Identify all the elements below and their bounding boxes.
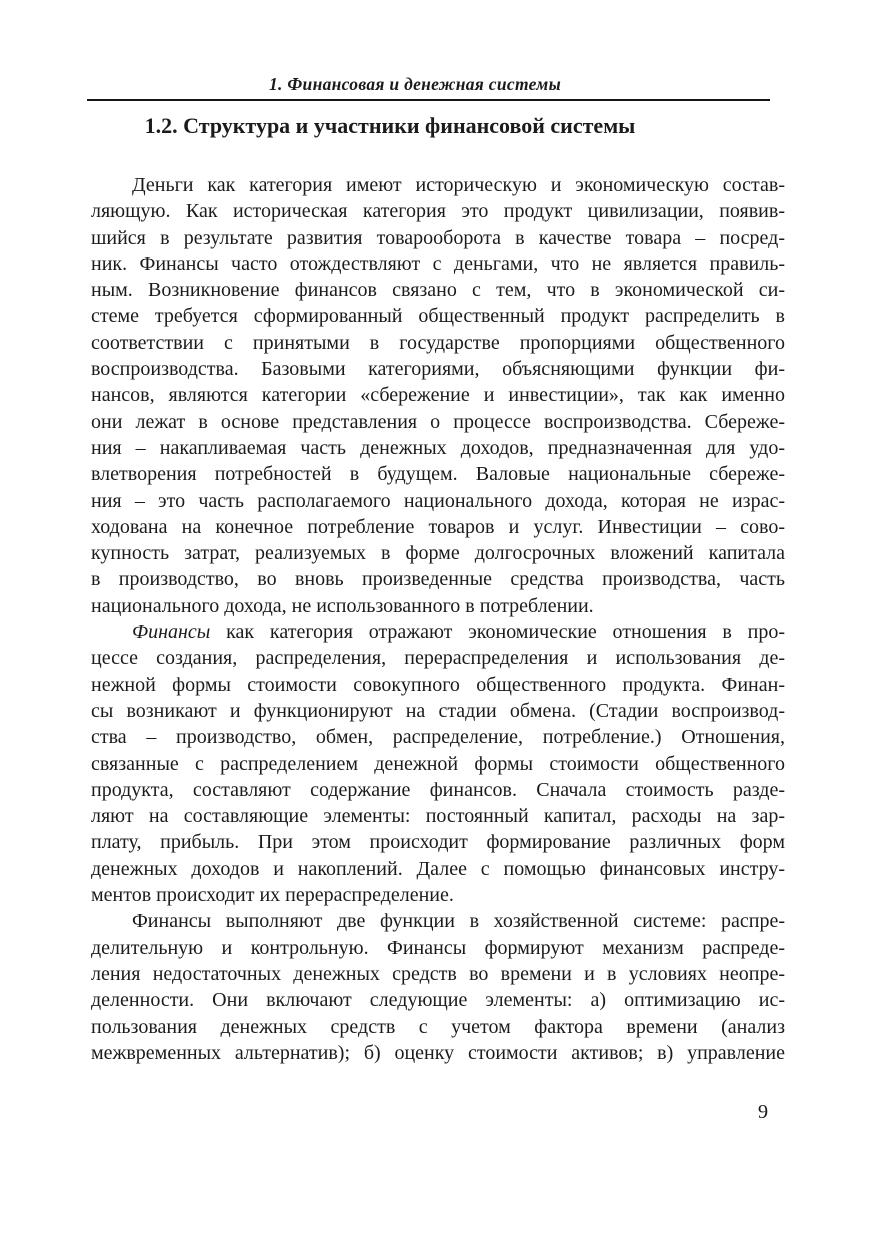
running-header: 1. Финансовая и денежная системы bbox=[268, 74, 562, 94]
text-line: национального дохода, не использованного в потреблении. bbox=[91, 594, 594, 617]
text-line: пользования денежных средств с учетом фактора времени (анализ bbox=[91, 1015, 785, 1038]
paragraph bbox=[91, 172, 785, 619]
text-line: ляющую. Как историческая категория это продукт цивилизации, появив- bbox=[91, 200, 785, 223]
text-line: цессе создания, распределения, перераспределения и использования де- bbox=[91, 647, 785, 670]
text-line: ляют на составляющие элементы: постоянный капитал, расходы на зар- bbox=[91, 805, 785, 828]
text-line: нансов, являются категории «сбережение и инвестиции», так как именно bbox=[91, 384, 785, 407]
text-line: стеме требуется сформированный общественный продукт распределить в bbox=[91, 305, 785, 328]
text-line: ным. Возникновение финансов связано с тем, что в экономической си- bbox=[91, 279, 785, 302]
header-rule bbox=[87, 99, 770, 101]
italic-term: Финансы bbox=[132, 621, 211, 644]
body-text bbox=[91, 172, 785, 1066]
paragraph bbox=[91, 619, 785, 908]
text-line: Деньги как категория имеют историческую и экономическую состав- bbox=[132, 174, 785, 196]
text-line: ния – накапливаемая часть денежных доходов, предназначенная для удо- bbox=[91, 436, 785, 459]
text-line: деленности. Они включают следующие элементы: а) оптимизацию ис- bbox=[91, 989, 785, 1012]
text-line: ходована на конечное потребление товаров и услуг. Инвестиции – сово- bbox=[91, 515, 785, 538]
text-line: нежной формы стоимости совокупного общественного продукта. Финан- bbox=[91, 673, 785, 696]
section-heading: 1.2. Структура и участники финансовой системы bbox=[144, 113, 636, 138]
page-number: 9 bbox=[757, 1101, 769, 1123]
text-line: влетворения потребностей в будущем. Валовые национальные сбереже- bbox=[91, 463, 785, 486]
text-line: ник. Финансы часто отождествляют с деньгами, что не является правиль- bbox=[91, 252, 785, 275]
text-line: ства – производство, обмен, распределение, потребление.) Отношения, bbox=[91, 726, 785, 749]
text-line: соответствии с принятыми в государстве пропорциями общественного bbox=[91, 331, 785, 354]
text-line: ления недостаточных денежных средств во времени и в условиях неопре- bbox=[91, 962, 785, 985]
text-line: плату, прибыль. При этом происходит формирование различных форм bbox=[91, 831, 785, 854]
text-line: они лежат в основе представления о процессе воспроизводства. Сбереже- bbox=[91, 410, 785, 433]
text-line: Финансы выполняют две функции в хозяйственной системе: распре- bbox=[132, 910, 785, 933]
text-line: продукта, составляют содержание финансов. Сначала стоимость разде- bbox=[91, 778, 785, 801]
text-line: сы возникают и функционируют на стадии обмена. (Стадии воспроизвод- bbox=[91, 699, 785, 722]
text-line: купность затрат, реализуемых в форме долгосрочных вложений капитала bbox=[91, 542, 785, 565]
text-line: денежных доходов и накоплений. Далее с помощью финансовых инстру- bbox=[91, 857, 785, 880]
text-line: межвременных альтернатив); б) оценку стоимости активов; в) управление bbox=[91, 1041, 785, 1064]
text-line: шийся в результате развития товарооборота в качестве товара – посред- bbox=[91, 226, 785, 249]
text-line: делительную и контрольную. Финансы формируют механизм распреде- bbox=[91, 936, 785, 959]
text-line: воспроизводства. Базовыми категориями, объясняющими функции фи- bbox=[91, 358, 785, 381]
text-line: ния – это часть располагаемого национального дохода, которая не израс- bbox=[91, 489, 785, 512]
text-line: связанные с распределением денежной формы стоимости общественного bbox=[91, 752, 785, 775]
text-line: Финансы как категория отражают экономические отношения в про- bbox=[132, 621, 785, 644]
text-line: в производство, во вновь произведенные средства производства, часть bbox=[91, 568, 785, 591]
text-line: ментов происходит их перераспределение. bbox=[91, 884, 454, 907]
paragraph bbox=[91, 908, 785, 1066]
